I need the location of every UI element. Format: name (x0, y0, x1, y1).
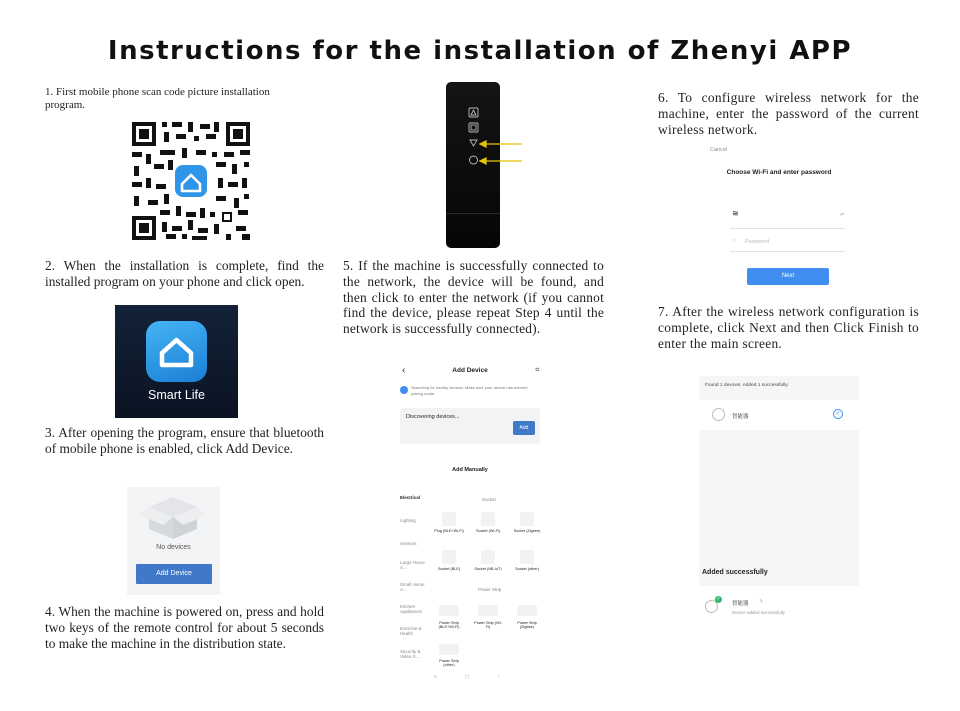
no-devices-screen (127, 487, 220, 595)
device-icon (712, 408, 725, 421)
category-electrical[interactable]: Electrical (400, 495, 421, 500)
device-status: Device added successfully (732, 610, 786, 615)
circle-icon (470, 156, 478, 164)
device-item[interactable]: Power Strip (other) (439, 659, 459, 667)
success-icon: ✓ (716, 596, 721, 602)
group-socket: Socket (482, 497, 496, 502)
category-security[interactable]: Security & Video S... (400, 649, 421, 659)
wifi-heading: Choose Wi-Fi and enter password (726, 169, 832, 176)
switch-network-icon[interactable]: ⇄ (840, 212, 845, 218)
step-2-text: 2. When the installation is complete, find the installed program on your phone and click open. (45, 258, 324, 289)
device-item[interactable]: Socket (Zigbee) (513, 529, 541, 533)
device-item[interactable]: Plug (BLE+Wi-Fi) (434, 529, 464, 533)
pointer-arrows (478, 128, 558, 168)
device-item[interactable]: Power Strip (Zigbee) (517, 621, 537, 629)
category-sensors[interactable]: Sensors (400, 541, 417, 546)
socket-icon[interactable] (442, 512, 456, 526)
add-button[interactable]: Add (513, 421, 535, 435)
category-small-home[interactable]: Small Home A... (400, 582, 425, 592)
device-item[interactable]: Socket (other) (515, 567, 539, 571)
step-3-text: 3. After opening the program, ensure that bluetooth of mobile phone is enabled, click Add Device. (45, 425, 324, 456)
socket-icon[interactable] (442, 550, 456, 564)
house-icon (146, 321, 207, 382)
device-item[interactable]: Power Strip (Wi-Fi) (474, 621, 502, 629)
lock-icon: ⌂ (732, 238, 736, 244)
added-heading: Added successfully (702, 569, 768, 576)
edit-icon[interactable]: ✎ (759, 599, 764, 605)
category-large-home[interactable]: Large Home A... (400, 560, 425, 570)
group-power-strip: Power Strip (478, 587, 502, 592)
category-exercise[interactable]: Exercise & Health (400, 626, 422, 636)
power-strip-icon[interactable] (478, 605, 498, 616)
add-device-title: Add Device (452, 367, 488, 374)
category-lighting[interactable]: Lighting (400, 518, 416, 523)
power-strip-icon[interactable] (517, 605, 537, 616)
socket-icon[interactable] (481, 512, 495, 526)
down-arrow-icon (470, 140, 477, 146)
add-device-button[interactable]: Add Device (136, 564, 212, 584)
next-button[interactable]: Next (747, 268, 829, 285)
device-item[interactable]: Socket (NB-IoT) (474, 567, 502, 571)
socket-icon[interactable] (520, 550, 534, 564)
step-4-text: 4. When the machine is powered on, press and hold two keys of the remote control for about 5 seconds to make the machine in the distribution state. (45, 604, 324, 651)
search-note: Searching for nearby devices. Make sure your device has entered pairing mode. (411, 385, 528, 396)
check-icon[interactable]: ✓ (833, 409, 843, 419)
step-1-text: 1. First mobile phone scan code picture installation program. (45, 86, 270, 111)
step-6-text: 6. To configure wireless network for the machine, enter the password of the current wireless network. (658, 90, 919, 137)
page-title: Instructions for the installation of Zhenyi APP (107, 36, 853, 66)
power-strip-icon[interactable] (439, 605, 459, 616)
qr-code (130, 120, 252, 242)
add-manually-heading: Add Manually (452, 467, 488, 473)
wifi-field-underline (730, 228, 845, 229)
discovering-label: Discovering devices... (406, 414, 460, 420)
wifi-icon: ≋ (732, 209, 739, 218)
app-label: Smart Life (148, 388, 205, 402)
power-strip-icon[interactable] (439, 644, 459, 655)
finish-screen (699, 376, 859, 628)
found-summary: Found 1 devices. Added 1 successfully. (705, 383, 789, 388)
device-item[interactable]: Socket (BLE) (437, 567, 461, 571)
wifi-config-screen (700, 138, 858, 290)
device-item[interactable]: Power Strip (BLE+Wi-Fi) (438, 621, 460, 629)
cancel-button[interactable]: Cancel (710, 147, 728, 153)
back-button[interactable]: ‹ (402, 365, 406, 376)
device-name: 智能器 (732, 414, 749, 420)
empty-box-icon (127, 489, 220, 541)
password-field[interactable]: Password (745, 239, 770, 245)
step-5-text: 5. If the machine is successfully connected to the network, the device will be found, and then click to enter the network (if you cannot find the device, please repeat Step 4 until the network is successfully connected). (343, 258, 604, 337)
square-icon (469, 123, 478, 132)
phone-nav-bar: ≡▢‹ (434, 674, 528, 680)
no-devices-label: No devices (156, 544, 191, 551)
added-device-row (699, 586, 859, 628)
socket-icon[interactable] (520, 512, 534, 526)
socket-icon[interactable] (481, 550, 495, 564)
device-item[interactable]: Socket (Wi-Fi) (475, 529, 501, 533)
device-name-added: 智能器 (732, 601, 749, 607)
bluetooth-icon (400, 386, 408, 394)
step-7-text: 7. After the wireless network configuration is complete, click Next and then Click Finish to enter the main screen. (658, 304, 919, 351)
smart-life-app-icon (115, 305, 238, 418)
password-underline (730, 251, 845, 252)
add-device-screen (394, 360, 546, 686)
remote-divider (446, 213, 500, 214)
category-kitchen[interactable]: Kitchen Appliances (400, 604, 423, 614)
scan-icon[interactable]: ⌗ (535, 365, 540, 374)
